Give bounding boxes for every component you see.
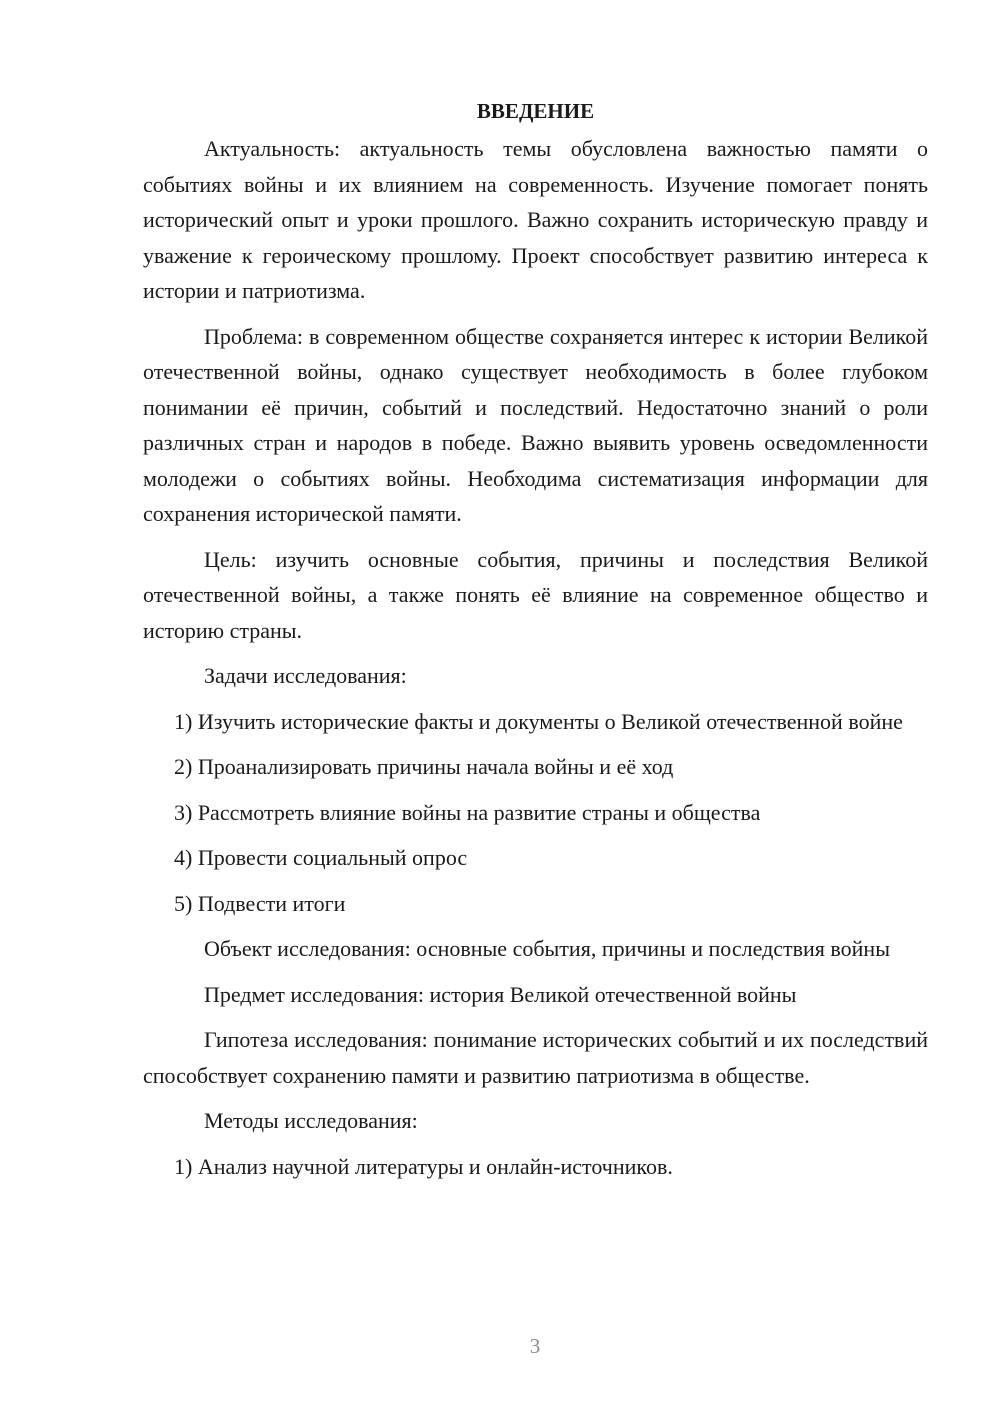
relevance-paragraph: Актуальность: актуальность темы обусловлена важностью памяти о событиях войны и их влиянием на современность. Изучение помогает понять исторический опыт и уроки прошлого. Важно сохранить историческую правду и уважение к героическому прошлому. Проект способствует развитию интереса к истории и патриотизма. bbox=[143, 136, 928, 303]
method-item: 1) Анализ научной литературы и онлайн-источников. bbox=[174, 1153, 673, 1179]
problem-paragraph: Проблема: в современном обществе сохраняется интерес к истории Великой отечественной войны, однако существует необходимость в более глубоком понимании её причин, событий и последствий. Недостаточно знаний о роли различных стран и народов в победе. Важно выявить уровень осведомленности молодежи о событиях войны. Необходима систематизация информации для сохранения исторической памяти. bbox=[143, 323, 928, 526]
goal-paragraph: Цель: изучить основные события, причины и последствия Великой отечественной войны, а также понять её влияние на современное общество и историю страны. bbox=[143, 546, 928, 643]
task-item: 1) Изучить исторические факты и документы о Великой отечественной войне bbox=[174, 708, 903, 734]
tasks-heading: Задачи исследования: bbox=[204, 663, 407, 688]
methods-heading: Методы исследования: bbox=[204, 1108, 418, 1133]
task-item: 5) Подвести итоги bbox=[174, 890, 346, 916]
task-item: 4) Провести социальный опрос bbox=[174, 845, 468, 870]
task-item: 2) Проанализировать причины начала войны и её ход bbox=[174, 754, 674, 779]
task-item: 3) Рассмотреть влияние войны на развитие страны и общества bbox=[174, 799, 761, 825]
document-page bbox=[143, 94, 928, 1184]
hypothesis-paragraph: Гипотеза исследования: понимание исторических событий и их последствий способствует сохранению памяти и развитию патриотизма в обществе. bbox=[143, 1027, 928, 1088]
page-title: ВВЕДЕНИЕ bbox=[476, 99, 595, 123]
subject-paragraph: Предмет исследования: история Великой отечественной войны bbox=[204, 981, 797, 1007]
page-number: 3 bbox=[529, 1334, 541, 1358]
object-paragraph: Объект исследования: основные события, причины и последствия войны bbox=[204, 936, 890, 961]
